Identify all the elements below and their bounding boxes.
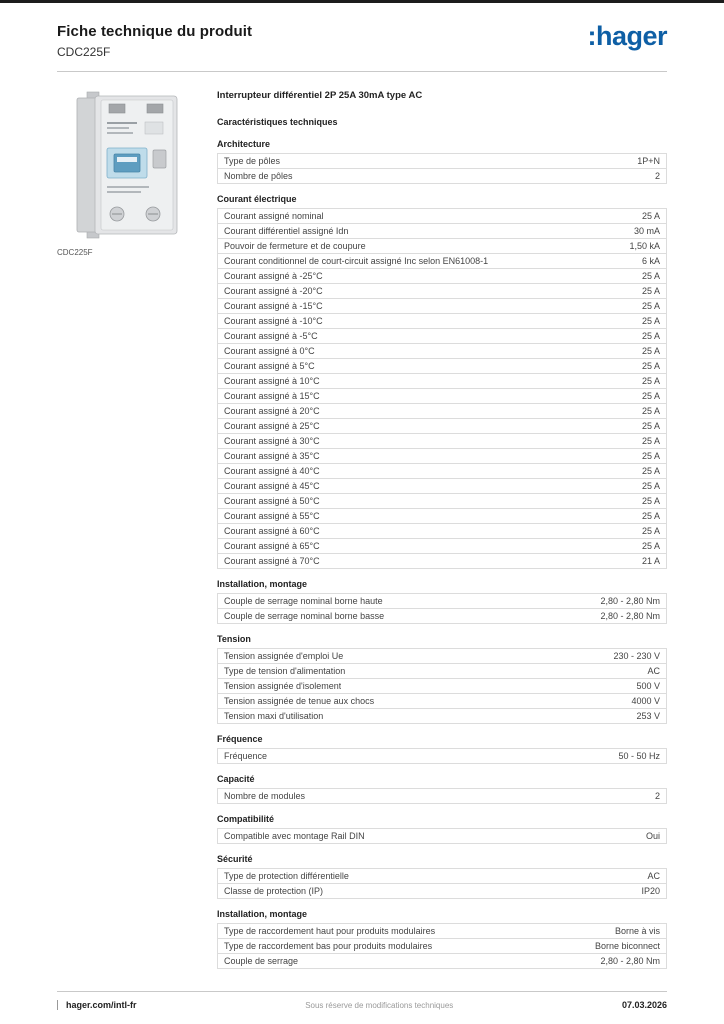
spec-label: Pouvoir de fermeture et de coupure bbox=[224, 241, 366, 251]
spec-value: 25 A bbox=[641, 316, 660, 326]
spec-section bbox=[217, 774, 667, 804]
spec-value: 25 A bbox=[641, 451, 660, 461]
header-divider bbox=[57, 71, 667, 72]
section-title: Installation, montage bbox=[217, 909, 308, 919]
spec-value: 25 A bbox=[641, 376, 660, 386]
spec-row bbox=[217, 648, 667, 664]
spec-label: Courant assigné à 35°C bbox=[224, 451, 320, 461]
section-title: Fréquence bbox=[217, 734, 263, 744]
spec-table bbox=[217, 593, 667, 624]
spec-label: Tension assignée d'emploi Ue bbox=[224, 651, 344, 661]
spec-row bbox=[217, 343, 667, 359]
section-title: Compatibilité bbox=[217, 814, 275, 824]
spec-value: Borne à vis bbox=[614, 926, 660, 936]
spec-label: Couple de serrage nominal borne basse bbox=[224, 611, 385, 621]
spec-label: Courant assigné à -25°C bbox=[224, 271, 323, 281]
spec-value: 1,50 kA bbox=[629, 241, 660, 251]
section-title: Capacité bbox=[217, 774, 255, 784]
spec-label: Type de tension d'alimentation bbox=[224, 666, 346, 676]
spec-row bbox=[217, 358, 667, 374]
spec-value: 25 A bbox=[641, 526, 660, 536]
spec-section bbox=[217, 909, 667, 969]
spec-label: Tension maxi d'utilisation bbox=[224, 711, 324, 721]
footer-date: 07.03.2026 bbox=[621, 1000, 667, 1010]
spec-row bbox=[217, 788, 667, 804]
spec-row bbox=[217, 223, 667, 239]
product-reference: CDC225F bbox=[57, 45, 111, 59]
page-title: Fiche technique du produit bbox=[57, 23, 253, 40]
product-image-caption: CDC225F bbox=[57, 248, 93, 257]
footer-website: hager.com/intl-fr bbox=[57, 1000, 137, 1010]
spec-section bbox=[217, 634, 667, 724]
spec-label: Courant assigné à 55°C bbox=[224, 511, 320, 521]
spec-section bbox=[217, 854, 667, 899]
spec-label: Classe de protection (IP) bbox=[224, 886, 324, 896]
page-footer bbox=[57, 991, 667, 1010]
spec-value: 25 A bbox=[641, 406, 660, 416]
spec-label: Courant assigné à -5°C bbox=[224, 331, 318, 341]
spec-value: 25 A bbox=[641, 541, 660, 551]
spec-row bbox=[217, 508, 667, 524]
spec-row bbox=[217, 403, 667, 419]
spec-label: Courant assigné à -10°C bbox=[224, 316, 323, 326]
spec-row bbox=[217, 168, 667, 184]
spec-label: Courant assigné à 0°C bbox=[224, 346, 315, 356]
spec-value: 25 A bbox=[641, 361, 660, 371]
spec-row bbox=[217, 463, 667, 479]
spec-section bbox=[217, 139, 667, 184]
spec-value: 25 A bbox=[641, 301, 660, 311]
spec-value: 500 V bbox=[636, 681, 660, 691]
spec-label: Courant assigné à 45°C bbox=[224, 481, 320, 491]
spec-section bbox=[217, 579, 667, 624]
spec-value: 25 A bbox=[641, 331, 660, 341]
spec-label: Nombre de modules bbox=[224, 791, 306, 801]
spec-label: Type de protection différentielle bbox=[224, 871, 349, 881]
spec-table bbox=[217, 208, 667, 569]
section-title: Courant électrique bbox=[217, 194, 297, 204]
spec-row bbox=[217, 868, 667, 884]
spec-value: AC bbox=[647, 666, 660, 676]
section-title: Architecture bbox=[217, 139, 271, 149]
spec-value: AC bbox=[647, 871, 660, 881]
spec-value: 25 A bbox=[641, 271, 660, 281]
spec-label: Couple de serrage nominal borne haute bbox=[224, 596, 383, 606]
spec-row bbox=[217, 153, 667, 169]
spec-label: Courant assigné à 65°C bbox=[224, 541, 320, 551]
spec-value: 25 A bbox=[641, 481, 660, 491]
spec-row bbox=[217, 493, 667, 509]
spec-value: 1P+N bbox=[637, 156, 660, 166]
spec-value: 2 bbox=[654, 791, 660, 801]
spec-row bbox=[217, 283, 667, 299]
spec-row bbox=[217, 328, 667, 344]
spec-value: 2,80 - 2,80 Nm bbox=[600, 611, 660, 621]
spec-label: Courant assigné à 5°C bbox=[224, 361, 315, 371]
spec-value: 2 bbox=[654, 171, 660, 181]
product-image-column bbox=[57, 90, 197, 969]
spec-row bbox=[217, 708, 667, 724]
spec-row bbox=[217, 663, 667, 679]
spec-row bbox=[217, 923, 667, 939]
spec-row bbox=[217, 748, 667, 764]
spec-row bbox=[217, 298, 667, 314]
footer-disclaimer: Sous réserve de modifications techniques bbox=[305, 1000, 454, 1010]
spec-row bbox=[217, 938, 667, 954]
section-title: Tension bbox=[217, 634, 251, 644]
rcd-device-illustration bbox=[57, 90, 197, 240]
spec-value: 4000 V bbox=[631, 696, 660, 706]
spec-value: 21 A bbox=[641, 556, 660, 566]
product-name: Interrupteur différentiel 2P 25A 30mA type AC bbox=[217, 90, 423, 101]
spec-row bbox=[217, 268, 667, 284]
spec-row bbox=[217, 448, 667, 464]
spec-label: Courant différentiel assigné Idn bbox=[224, 226, 349, 236]
content-area bbox=[57, 90, 667, 969]
spec-row bbox=[217, 678, 667, 694]
spec-value: Borne biconnect bbox=[594, 941, 660, 951]
section-title: Installation, montage bbox=[217, 579, 308, 589]
spec-row bbox=[217, 883, 667, 899]
spec-value: 25 A bbox=[641, 511, 660, 521]
spec-label: Courant assigné à 30°C bbox=[224, 436, 320, 446]
spec-label: Tension assignée d'isolement bbox=[224, 681, 342, 691]
spec-label: Courant assigné à 70°C bbox=[224, 556, 320, 566]
spec-row bbox=[217, 523, 667, 539]
spec-row bbox=[217, 433, 667, 449]
spec-table bbox=[217, 788, 667, 804]
spec-row bbox=[217, 953, 667, 969]
spec-table bbox=[217, 923, 667, 969]
spec-value: 2,80 - 2,80 Nm bbox=[600, 596, 660, 606]
spec-label: Courant assigné à -20°C bbox=[224, 286, 323, 296]
spec-value: 230 - 230 V bbox=[613, 651, 660, 661]
spec-row bbox=[217, 253, 667, 269]
spec-label: Courant assigné nominal bbox=[224, 211, 324, 221]
spec-value: 25 A bbox=[641, 421, 660, 431]
section-title: Sécurité bbox=[217, 854, 253, 864]
spec-value: Oui bbox=[645, 831, 660, 841]
header-titles bbox=[57, 23, 252, 59]
spec-table bbox=[217, 748, 667, 764]
spec-column bbox=[217, 90, 667, 969]
spec-label: Type de raccordement bas pour produits modulaires bbox=[224, 941, 433, 951]
spec-row bbox=[217, 553, 667, 569]
spec-value: 253 V bbox=[636, 711, 660, 721]
spec-label: Courant assigné à 20°C bbox=[224, 406, 320, 416]
spec-table bbox=[217, 868, 667, 899]
spec-row bbox=[217, 373, 667, 389]
spec-value: 25 A bbox=[641, 496, 660, 506]
spec-label: Compatible avec montage Rail DIN bbox=[224, 831, 365, 841]
spec-row bbox=[217, 388, 667, 404]
spec-value: 25 A bbox=[641, 211, 660, 221]
spec-value: 25 A bbox=[641, 466, 660, 476]
spec-section bbox=[217, 814, 667, 844]
spec-label: Type de pôles bbox=[224, 156, 281, 166]
spec-label: Courant conditionnel de court-circuit assigné Inc selon EN61008-1 bbox=[224, 256, 489, 266]
spec-value: IP20 bbox=[641, 886, 660, 896]
spec-label: Courant assigné à -15°C bbox=[224, 301, 323, 311]
spec-table bbox=[217, 828, 667, 844]
spec-label: Courant assigné à 50°C bbox=[224, 496, 320, 506]
spec-label: Fréquence bbox=[224, 751, 268, 761]
spec-value: 25 A bbox=[641, 391, 660, 401]
spec-row bbox=[217, 593, 667, 609]
spec-label: Type de raccordement haut pour produits modulaires bbox=[224, 926, 436, 936]
spec-section bbox=[217, 734, 667, 764]
spec-row bbox=[217, 608, 667, 624]
spec-value: 25 A bbox=[641, 286, 660, 296]
spec-row bbox=[217, 828, 667, 844]
spec-label: Courant assigné à 40°C bbox=[224, 466, 320, 476]
characteristics-title: Caractéristiques techniques bbox=[217, 117, 338, 127]
spec-label: Courant assigné à 15°C bbox=[224, 391, 320, 401]
spec-row bbox=[217, 208, 667, 224]
spec-row bbox=[217, 478, 667, 494]
spec-section bbox=[217, 194, 667, 569]
spec-row bbox=[217, 238, 667, 254]
spec-value: 25 A bbox=[641, 346, 660, 356]
spec-row bbox=[217, 313, 667, 329]
spec-label: Courant assigné à 25°C bbox=[224, 421, 320, 431]
spec-label: Couple de serrage bbox=[224, 956, 299, 966]
spec-row bbox=[217, 693, 667, 709]
product-image bbox=[57, 90, 197, 240]
spec-row bbox=[217, 538, 667, 554]
spec-table bbox=[217, 153, 667, 184]
spec-label: Courant assigné à 60°C bbox=[224, 526, 320, 536]
spec-value: 25 A bbox=[641, 436, 660, 446]
spec-label: Courant assigné à 10°C bbox=[224, 376, 320, 386]
spec-value: 2,80 - 2,80 Nm bbox=[600, 956, 660, 966]
spec-value: 30 mA bbox=[633, 226, 660, 236]
spec-row bbox=[217, 418, 667, 434]
spec-table bbox=[217, 648, 667, 724]
spec-sections bbox=[217, 139, 667, 969]
spec-value: 6 kA bbox=[641, 256, 660, 266]
hager-logo: :hager bbox=[587, 21, 667, 51]
spec-label: Nombre de pôles bbox=[224, 171, 293, 181]
page-header bbox=[0, 3, 724, 59]
spec-label: Tension assignée de tenue aux chocs bbox=[224, 696, 375, 706]
spec-value: 50 - 50 Hz bbox=[618, 751, 660, 761]
